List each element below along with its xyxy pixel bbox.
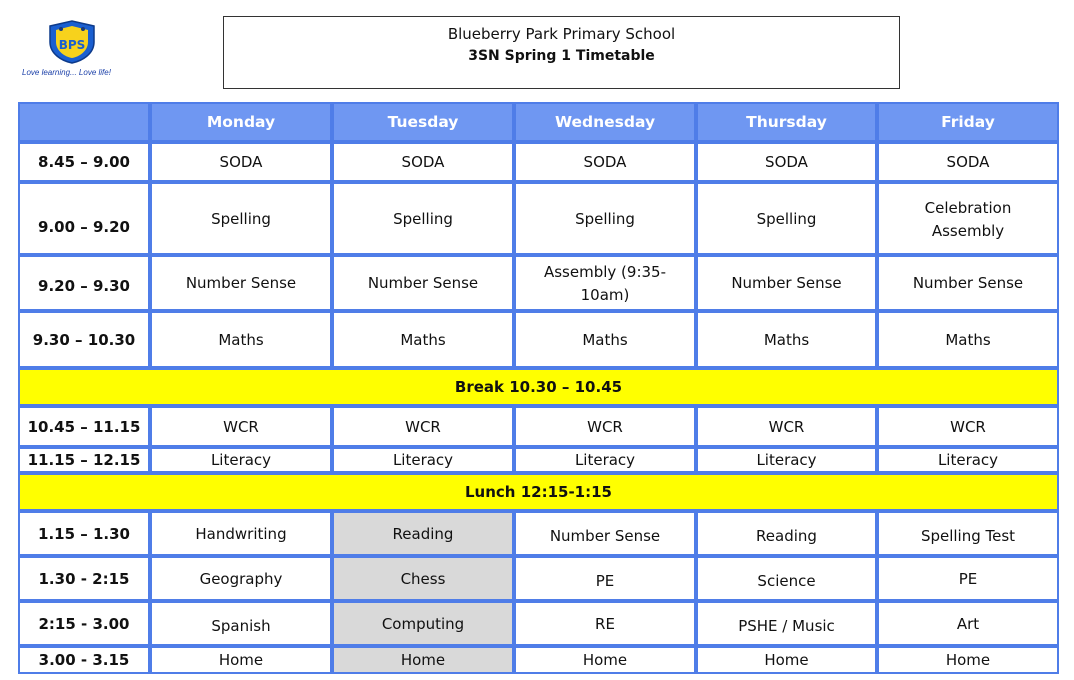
lesson-cell: WCR — [514, 406, 696, 447]
header-row — [18, 102, 1059, 142]
lesson-cell: Maths — [877, 311, 1059, 368]
time-cell: 2:15 - 3.00 — [18, 601, 150, 646]
lesson-cell: Home — [696, 646, 877, 674]
lesson-cell: Number Sense — [696, 255, 877, 311]
header-friday: Friday — [877, 102, 1059, 142]
table-row — [18, 447, 1059, 473]
lesson-cell: WCR — [696, 406, 877, 447]
lesson-cell: Maths — [332, 311, 514, 368]
lesson-cell: Reading — [696, 511, 877, 556]
lesson-cell: Spanish — [150, 601, 332, 646]
timetable-title: 3SN Spring 1 Timetable — [468, 48, 655, 64]
table-row — [18, 601, 1059, 646]
lesson-cell: SODA — [514, 142, 696, 182]
lesson-cell: Maths — [514, 311, 696, 368]
lesson-cell: Art — [877, 601, 1059, 646]
time-cell: 1.30 - 2:15 — [18, 556, 150, 601]
time-cell: 11.15 – 12.15 — [18, 447, 150, 473]
lesson-cell: Literacy — [332, 447, 514, 473]
lesson-cell: Assembly (9:35-10am) — [514, 255, 696, 311]
lesson-cell: Home — [514, 646, 696, 674]
lesson-cell: Literacy — [150, 447, 332, 473]
lesson-cell: Literacy — [514, 447, 696, 473]
lesson-cell: Spelling — [150, 182, 332, 255]
table-row — [18, 311, 1059, 368]
lesson-cell: WCR — [332, 406, 514, 447]
lesson-cell: Maths — [150, 311, 332, 368]
lunch-row — [18, 473, 1059, 511]
lesson-cell: Maths — [696, 311, 877, 368]
table-row — [18, 406, 1059, 447]
logo-letters: BPS — [58, 38, 86, 52]
timetable — [18, 102, 1059, 674]
lesson-cell: Computing — [332, 601, 514, 646]
lesson-cell: Geography — [150, 556, 332, 601]
school-logo — [22, 20, 122, 84]
lesson-cell: Literacy — [877, 447, 1059, 473]
time-cell: 9.30 – 10.30 — [18, 311, 150, 368]
break-row — [18, 368, 1059, 406]
lesson-cell: Spelling — [514, 182, 696, 255]
lesson-cell: PSHE / Music — [696, 601, 877, 646]
table-row — [18, 646, 1059, 674]
time-cell: 9.20 – 9.30 — [18, 255, 150, 311]
lesson-cell: WCR — [150, 406, 332, 447]
time-cell: 9.00 – 9.20 — [18, 182, 150, 255]
break-label: Break 10.30 – 10.45 — [18, 368, 1059, 406]
lesson-cell: Number Sense — [332, 255, 514, 311]
time-cell: 8.45 – 9.00 — [18, 142, 150, 182]
header-thursday: Thursday — [696, 102, 877, 142]
table-row — [18, 556, 1059, 601]
lesson-cell: SODA — [696, 142, 877, 182]
lesson-cell: Number Sense — [150, 255, 332, 311]
lesson-cell: PE — [877, 556, 1059, 601]
lesson-cell: Handwriting — [150, 511, 332, 556]
lesson-cell: Spelling Test — [877, 511, 1059, 556]
time-cell: 1.15 – 1.30 — [18, 511, 150, 556]
lesson-cell: Chess — [332, 556, 514, 601]
table-row — [18, 182, 1059, 255]
header-monday: Monday — [150, 102, 332, 142]
school-name: Blueberry Park Primary School — [447, 25, 676, 43]
time-cell: 10.45 – 11.15 — [18, 406, 150, 447]
lesson-cell: Number Sense — [514, 511, 696, 556]
table-row — [18, 142, 1059, 182]
lesson-cell: Home — [332, 646, 514, 674]
lesson-cell: Celebration Assembly — [877, 182, 1059, 255]
lesson-cell: Home — [150, 646, 332, 674]
lesson-cell: Number Sense — [877, 255, 1059, 311]
lesson-cell: RE — [514, 601, 696, 646]
lesson-cell: Science — [696, 556, 877, 601]
lesson-cell: PE — [514, 556, 696, 601]
title-box — [223, 16, 900, 89]
lesson-cell: SODA — [332, 142, 514, 182]
lunch-label: Lunch 12:15-1:15 — [18, 473, 1059, 511]
lesson-cell: Reading — [332, 511, 514, 556]
lesson-cell: SODA — [877, 142, 1059, 182]
lesson-cell: WCR — [877, 406, 1059, 447]
lesson-cell: SODA — [150, 142, 332, 182]
school-crest-icon — [46, 20, 98, 64]
lesson-cell: Literacy — [696, 447, 877, 473]
table-row — [18, 255, 1059, 311]
table-row — [18, 511, 1059, 556]
header-wednesday: Wednesday — [514, 102, 696, 142]
header-tuesday: Tuesday — [332, 102, 514, 142]
school-motto: Love learning... Love life! — [22, 68, 111, 77]
lesson-cell: Spelling — [696, 182, 877, 255]
lesson-cell: Spelling — [332, 182, 514, 255]
lesson-cell: Home — [877, 646, 1059, 674]
header-corner — [18, 102, 150, 142]
time-cell: 3.00 - 3.15 — [18, 646, 150, 674]
